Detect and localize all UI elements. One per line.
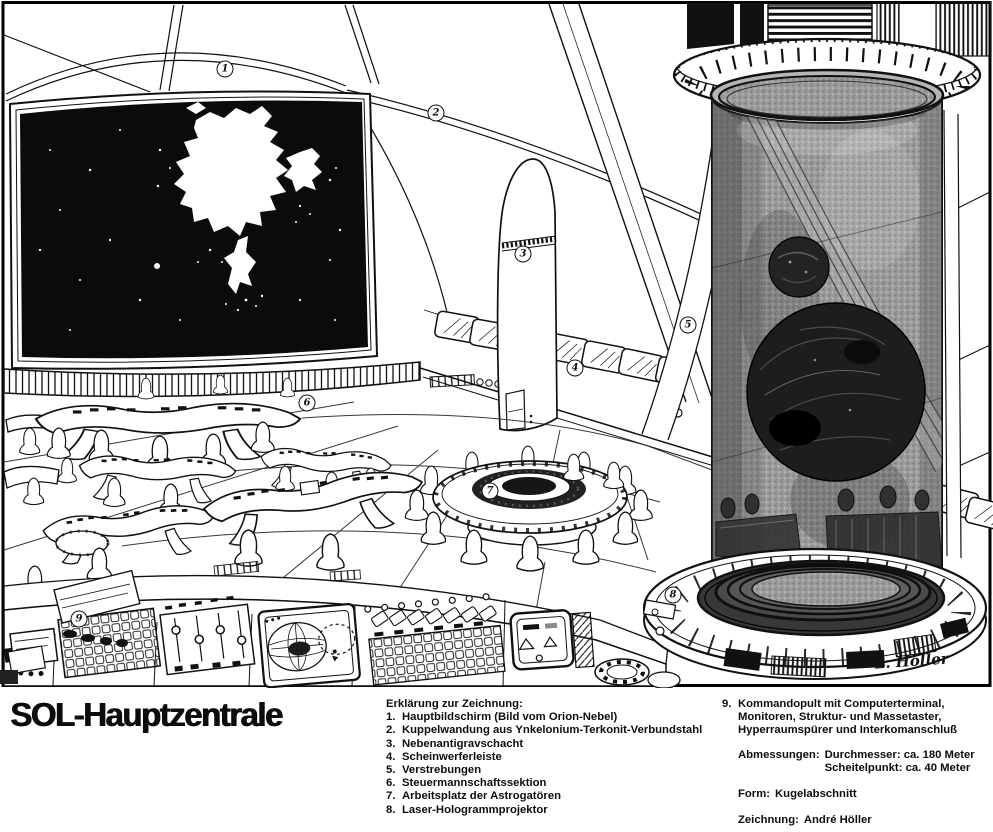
legend-item-9: 9. Kommandopult mit Computerterminal, Monitoren, Struktur- und Massetaster, Hyperraumspürer und Interkomanschluß	[722, 698, 958, 737]
dimension-diameter: Durchmesser: ca. 180 Meter	[824, 748, 975, 761]
legend-item-4: 4. Scheinwerferleiste	[386, 750, 502, 763]
legend-heading: Erklärung zur Zeichnung:	[386, 698, 523, 710]
callout-8: 8	[665, 587, 682, 604]
form-value: Kugelabschnitt	[775, 788, 857, 801]
dimensions-label: Abmessungen:	[738, 748, 820, 761]
legend-item-6: 6. Steuermannschaftssektion	[386, 777, 547, 790]
legend-item-1: 1. Hauptbildschirm (Bild vom Orion-Nebel)	[386, 711, 618, 724]
legend-item-3: 3. Nebenantigravschacht	[386, 737, 524, 750]
spec-dimensions	[722, 749, 986, 775]
callout-7: 7	[482, 483, 499, 500]
hologram-planet-large	[747, 303, 925, 481]
credit-value: André Höller	[803, 814, 872, 827]
legend-column-2	[722, 698, 986, 832]
antigrav-shaft	[498, 159, 557, 431]
callout-2: 2	[428, 105, 445, 122]
form-label: Form:	[738, 788, 771, 801]
spec-form	[722, 788, 986, 801]
callout-3: 3	[515, 246, 532, 263]
credit-label: Zeichnung:	[738, 814, 799, 827]
legend-item-7: 7. Arbeitsplatz der Astrogatören	[386, 790, 562, 803]
callout-9: 9	[71, 611, 88, 628]
dimension-apex: Scheitelpunkt: ca. 40 Meter	[824, 761, 971, 774]
legend-item-5: 5. Verstrebungen	[386, 764, 482, 777]
callout-1: 1	[217, 61, 234, 78]
callout-4: 4	[567, 360, 584, 377]
legend-items	[386, 711, 708, 817]
artist-signature: L. Höller	[874, 649, 950, 673]
legend-column-1	[386, 698, 708, 817]
console-globe-display	[258, 604, 360, 688]
console-monitor	[510, 608, 594, 671]
caption-block	[0, 688, 993, 832]
legend-item-8: 8. Laser-Hologrammprojektor	[386, 803, 548, 816]
callout-6: 6	[299, 395, 316, 412]
legend-item-2: 2. Kuppelwandung aus Ynkelonium-Terkonit-Verbundstahl	[386, 724, 703, 737]
page-title: SOL-Hauptzentrale	[10, 696, 282, 733]
hologram-planet-small	[769, 237, 829, 297]
callout-5: 5	[680, 317, 697, 334]
spec-credit	[722, 814, 986, 827]
